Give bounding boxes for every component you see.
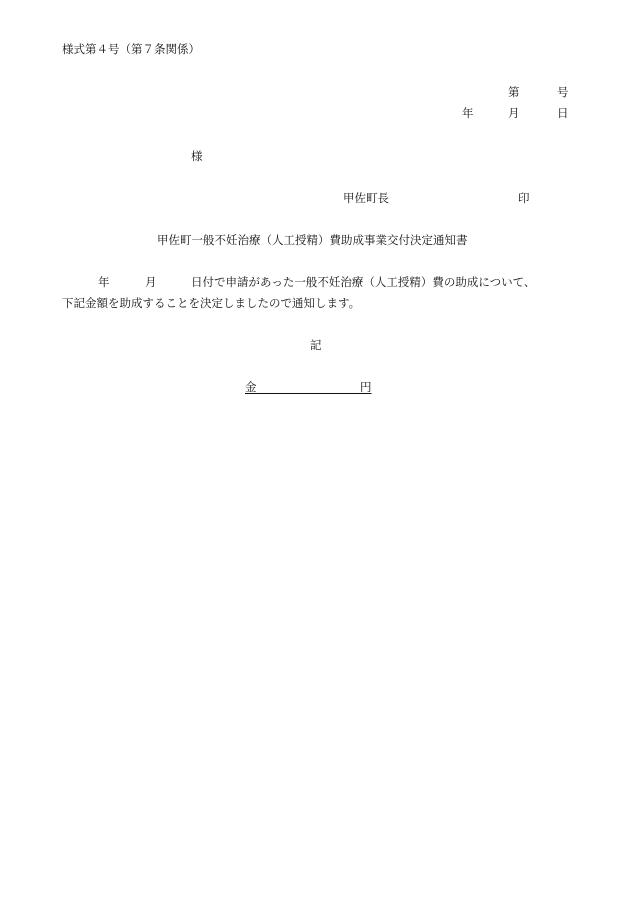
amount-prefix: 金	[245, 380, 257, 394]
body-year: 年	[98, 275, 110, 289]
doc-number-prefix: 第	[508, 85, 520, 99]
doc-number-suffix: 号	[557, 85, 569, 99]
body-text-line2: 下記金額を助成することを決定しましたので通知します。	[62, 296, 361, 310]
seal-mark: 印	[518, 191, 530, 205]
amount-line	[245, 380, 372, 394]
issuer-title: 甲佐町長	[343, 191, 389, 205]
amount-blank	[257, 380, 361, 394]
issue-date-day: 日	[557, 106, 569, 120]
issue-date-month: 月	[508, 106, 520, 120]
body-text-line1: 日付で申請があった一般不妊治療（人工授精）費の助成について、	[191, 275, 536, 289]
ki-heading: 記	[310, 338, 322, 352]
form-label: 様式第４号（第７条関係）	[62, 42, 200, 56]
addressee-honorific: 様	[191, 149, 203, 163]
body-month: 月	[145, 275, 157, 289]
document-title: 甲佐町一般不妊治療（人工授精）費助成事業交付決定通知書	[157, 233, 468, 247]
issue-date-year: 年	[462, 106, 474, 120]
amount-unit: 円	[360, 380, 372, 394]
